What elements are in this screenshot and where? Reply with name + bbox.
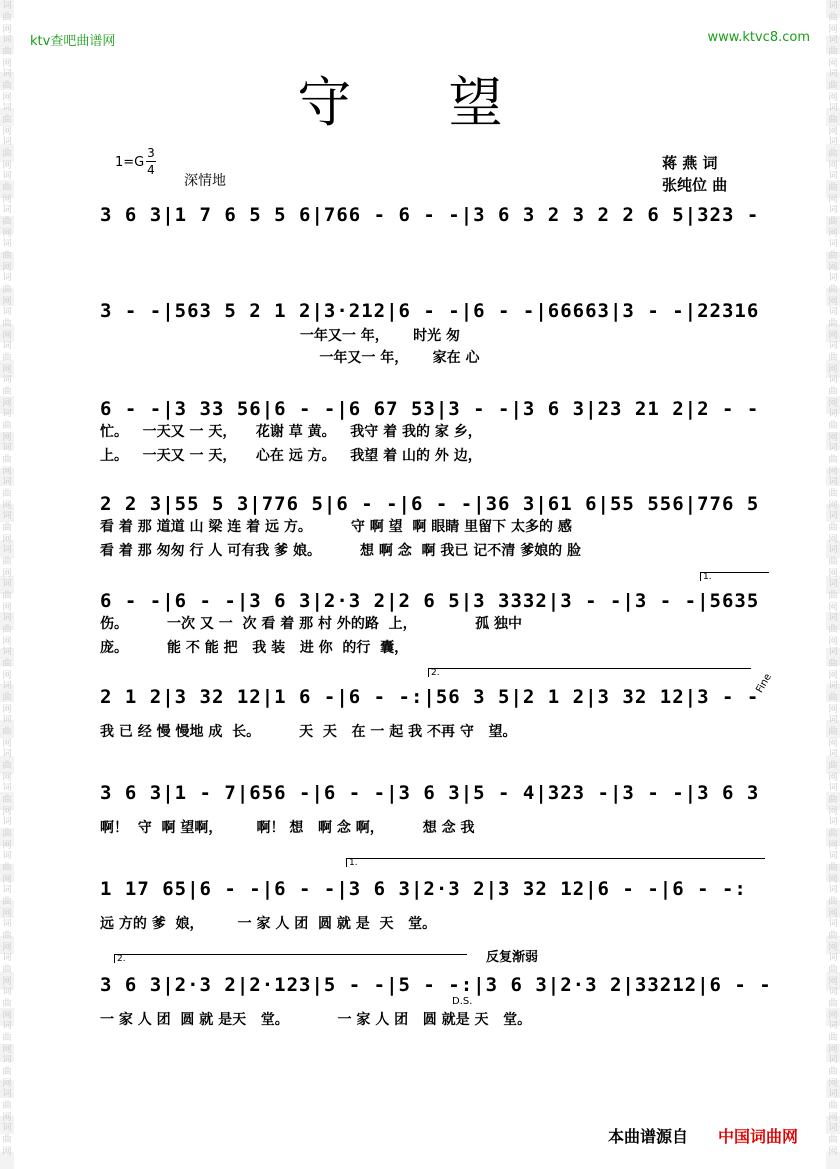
watermark-glyphs: 词 曲 网 bbox=[828, 647, 838, 681]
first-ending-bracket: 1. bbox=[700, 572, 769, 581]
watermark-glyphs: 词 曲 网 bbox=[2, 987, 12, 1021]
watermark-glyphs: 词 曲 网 bbox=[828, 681, 838, 715]
watermark-glyphs: 词 曲 网 bbox=[2, 273, 12, 307]
notation-line: 6 - -|3 33 56|6 - -|6 67 53|3 - -|3 6 3|23 21 2|2 - - bbox=[100, 398, 760, 420]
fine-marking: Fine bbox=[754, 671, 774, 696]
watermark-glyphs: 词 曲 网 bbox=[828, 69, 838, 103]
watermark-glyphs: 词 曲 网 bbox=[2, 307, 12, 341]
watermark-glyphs: 词 曲 网 bbox=[2, 749, 12, 783]
lyric-line-1: 远 方的 爹 娘， 一 家 人 团 圆 就 是 天 堂。 bbox=[100, 916, 437, 932]
ds-marking: D.S. bbox=[452, 996, 473, 1007]
watermark-glyphs: 词 曲 网 bbox=[2, 1021, 12, 1055]
watermark-glyphs: 词 曲 网 bbox=[2, 171, 12, 205]
lyricist-credit: 蒋 燕 词 bbox=[662, 154, 718, 172]
watermark-glyphs: 词 曲 网 bbox=[828, 1123, 838, 1157]
notation-line: 3 - -|563 5 2 1 2|3·212|6 - -|6 - -|66663|3 - -|22316 bbox=[100, 300, 760, 322]
watermark-glyphs: 词 曲 网 bbox=[828, 919, 838, 953]
watermark-glyphs: 词 曲 网 bbox=[2, 613, 12, 647]
lyric-line-1: 啊！ 守 啊 望啊， 啊！ 想 啊 念 啊， 想 念 我 bbox=[100, 820, 475, 836]
watermark-glyphs: 词 曲 网 bbox=[2, 919, 12, 953]
watermark-glyphs: 词 曲 网 bbox=[2, 443, 12, 477]
notation-line: 3 6 3|1 - 7|656 -|6 - -|3 6 3|5 - 4|323 -|3 - -|3 6 3 bbox=[100, 782, 760, 804]
watermark-glyphs: 词 曲 网 bbox=[2, 1, 12, 35]
watermark-glyphs: 词 曲 网 bbox=[828, 35, 838, 69]
watermark-glyphs: 词 曲 网 bbox=[2, 545, 12, 579]
watermark-glyphs: 词 曲 网 bbox=[828, 205, 838, 239]
watermark-glyphs: 词 曲 网 bbox=[2, 851, 12, 885]
notation-line: 3 6 3|1 7 6 5 5 6|766 - 6 - -|3 6 3 2 3 2 2 6 5|323 - bbox=[100, 204, 760, 226]
watermark-glyphs: 词 曲 网 bbox=[2, 239, 12, 273]
watermark-glyphs: 词 曲 网 bbox=[2, 715, 12, 749]
header-site-url: www.ktvc8.com bbox=[707, 30, 810, 45]
header-site-name: ktv查吧曲谱网 bbox=[30, 34, 116, 49]
time-sig-bottom: 4 bbox=[147, 163, 155, 177]
lyric-line-1: 伤。 一次 又 一 次 看 着 那 村 外的路 上， 孤 独中 bbox=[100, 616, 522, 632]
right-watermark-strip bbox=[826, 0, 840, 1169]
watermark-glyphs: 词 曲 网 bbox=[2, 1055, 12, 1089]
watermark-glyphs: 词 曲 网 bbox=[2, 137, 12, 171]
lyric-line-1: 我 已 经 慢 慢地 成 长。 天 天 在 一 起 我 不再 守 望。 bbox=[100, 724, 517, 740]
watermark-glyphs: 词 曲 网 bbox=[2, 103, 12, 137]
notation-line: 2 1 2|3 32 12|1 6 -|6 - -:|56 3 5|2 1 2|3 32 12|3 - - bbox=[100, 686, 760, 708]
watermark-glyphs: 词 曲 网 bbox=[828, 817, 838, 851]
watermark-glyphs: 词 曲 网 bbox=[828, 953, 838, 987]
watermark-glyphs: 词 曲 网 bbox=[828, 171, 838, 205]
notation-line: 3 6 3|2·3 2|2·123|5 - -|5 - -:|3 6 3|2·3 2|33212|6 - - bbox=[100, 974, 772, 996]
watermark-glyphs: 词 曲 网 bbox=[828, 307, 838, 341]
watermark-glyphs: 词 曲 网 bbox=[2, 817, 12, 851]
watermark-glyphs: 词 曲 网 bbox=[828, 783, 838, 817]
footer-site-name: 中国词曲网 bbox=[718, 1127, 799, 1146]
watermark-glyphs: 词 曲 网 bbox=[2, 375, 12, 409]
key-signature: 1=G bbox=[115, 155, 145, 170]
watermark-glyphs: 词 曲 网 bbox=[2, 953, 12, 987]
watermark-glyphs: 词 曲 网 bbox=[2, 341, 12, 375]
watermark-glyphs: 词 曲 网 bbox=[828, 545, 838, 579]
watermark-glyphs: 词 曲 网 bbox=[2, 647, 12, 681]
watermark-glyphs: 词 曲 网 bbox=[828, 443, 838, 477]
notation-line: 6 - -|6 - -|3 6 3|2·3 2|2 6 5|3 3332|3 - -|3 - -|5635 bbox=[100, 590, 760, 612]
left-watermark-strip bbox=[0, 0, 14, 1169]
watermark-glyphs: 词 曲 网 bbox=[828, 749, 838, 783]
lyric-line-1: 一 家 人 团 圆 就 是天 堂。 一 家 人 团 圆 就是 天 堂。 bbox=[100, 1012, 532, 1028]
song-title: 守 望 bbox=[297, 71, 543, 134]
watermark-glyphs: 词 曲 网 bbox=[828, 341, 838, 375]
lyric-line-2: 上。 一天又 一 天， 心在 远 方。 我望 着 山的 外 边， bbox=[100, 448, 482, 464]
watermark-glyphs: 词 曲 网 bbox=[828, 239, 838, 273]
watermark-glyphs: 词 曲 网 bbox=[828, 987, 838, 1021]
watermark-glyphs: 词 曲 网 bbox=[2, 511, 12, 545]
watermark-glyphs: 词 曲 网 bbox=[2, 69, 12, 103]
watermark-glyphs: 词 曲 网 bbox=[2, 477, 12, 511]
watermark-glyphs: 词 曲 网 bbox=[828, 375, 838, 409]
watermark-glyphs: 词 曲 网 bbox=[828, 137, 838, 171]
watermark-glyphs: 词 曲 网 bbox=[828, 885, 838, 919]
watermark-glyphs: 词 曲 网 bbox=[2, 409, 12, 443]
notation-line: 2 2 3|55 5 3|776 5|6 - -|6 - -|36 3|61 6|55 556|776 5 bbox=[100, 493, 760, 515]
notation-line: 1 17 65|6 - -|6 - -|3 6 3|2·3 2|3 32 12|6 - -|6 - -: bbox=[100, 878, 747, 900]
watermark-glyphs: 词 曲 网 bbox=[828, 613, 838, 647]
lyric-line-2: 一年又一 年， 家在 心 bbox=[100, 350, 480, 366]
tempo-expression: 深情地 bbox=[184, 173, 226, 189]
time-signature bbox=[146, 145, 156, 178]
watermark-glyphs: 词 曲 网 bbox=[2, 35, 12, 69]
footer-source-label: 本曲谱源自 bbox=[608, 1127, 689, 1146]
watermark-glyphs: 词 曲 网 bbox=[828, 103, 838, 137]
watermark-glyphs: 词 曲 网 bbox=[828, 1055, 838, 1089]
watermark-glyphs: 词 曲 网 bbox=[828, 715, 838, 749]
watermark-glyphs: 词 曲 网 bbox=[2, 1089, 12, 1123]
watermark-glyphs: 词 曲 网 bbox=[828, 579, 838, 613]
watermark-glyphs: 词 曲 网 bbox=[828, 1021, 838, 1055]
time-sig-top: 3 bbox=[147, 146, 155, 160]
watermark-glyphs: 词 曲 网 bbox=[828, 1, 838, 35]
lyric-line-1: 忙。 一天又 一 天， 花谢 草 黄。 我守 着 我的 家 乡， bbox=[100, 424, 482, 440]
lyric-line-2: 看 着 那 匆匆 行 人 可有我 爹 娘。 想 啊 念 啊 我已 记不清 爹娘的 脸 bbox=[100, 543, 581, 559]
watermark-glyphs: 词 曲 网 bbox=[2, 1123, 12, 1157]
watermark-glyphs: 词 曲 网 bbox=[828, 273, 838, 307]
watermark-glyphs: 词 曲 网 bbox=[2, 885, 12, 919]
second-ending-bracket: 2. bbox=[428, 668, 751, 677]
lyric-line-1: 一年又一 年， 时光 匆 bbox=[100, 328, 460, 344]
watermark-glyphs: 词 曲 网 bbox=[828, 409, 838, 443]
lyric-line-2: 庞。 能 不 能 把 我 装 进 你 的行 囊， bbox=[100, 640, 409, 656]
watermark-glyphs: 词 曲 网 bbox=[2, 681, 12, 715]
watermark-glyphs: 词 曲 网 bbox=[2, 579, 12, 613]
watermark-glyphs: 词 曲 网 bbox=[828, 511, 838, 545]
repeat-fade-marking: 反复渐弱 bbox=[486, 950, 539, 965]
watermark-glyphs: 词 曲 网 bbox=[828, 477, 838, 511]
watermark-glyphs: 词 曲 网 bbox=[2, 205, 12, 239]
watermark-glyphs: 词 曲 网 bbox=[828, 1089, 838, 1123]
lyric-line-1: 看 着 那 道道 山 梁 连 着 远 方。 守 啊 望 啊 眼睛 里留下 太多的 感 bbox=[100, 519, 572, 535]
credits bbox=[662, 152, 727, 196]
watermark-glyphs: 词 曲 网 bbox=[2, 783, 12, 817]
watermark-glyphs: 词 曲 网 bbox=[828, 851, 838, 885]
composer-credit: 张纯位 曲 bbox=[662, 176, 728, 194]
first-ending-bracket: 1. bbox=[346, 858, 765, 867]
second-ending-bracket: 2. bbox=[114, 954, 467, 963]
